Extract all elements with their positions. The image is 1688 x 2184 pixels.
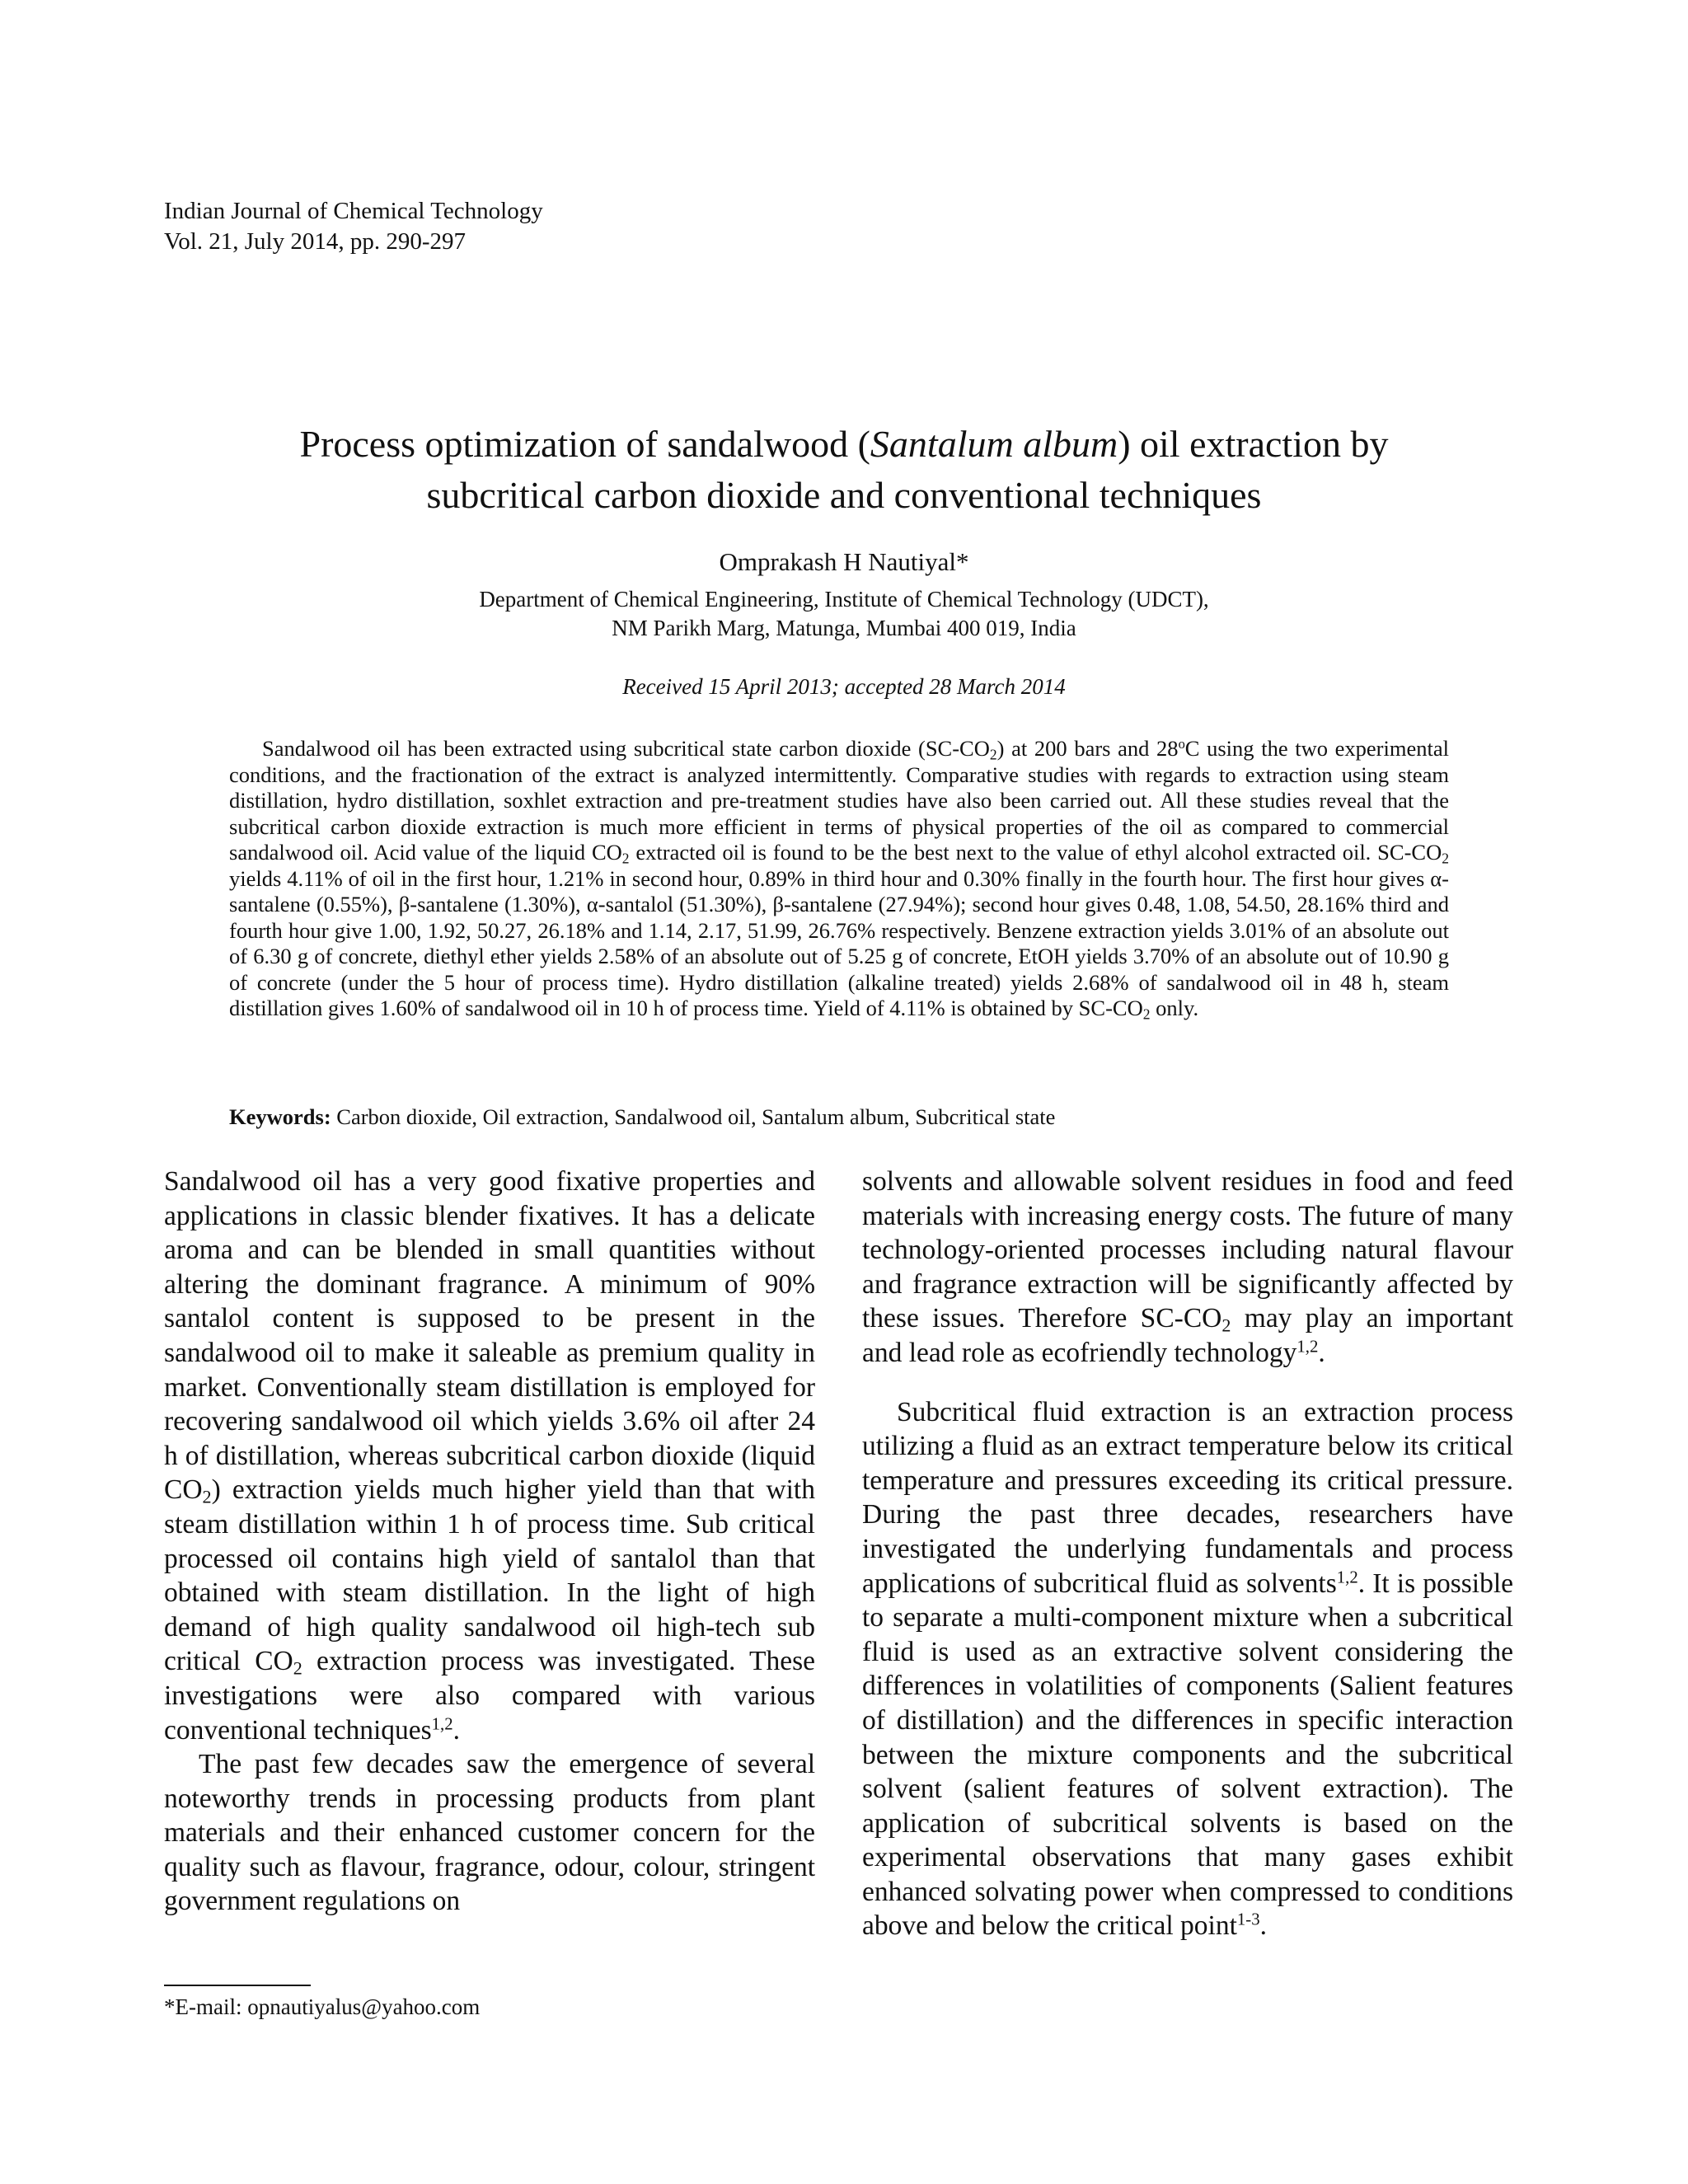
citation: 1,2 <box>1296 1337 1319 1357</box>
body-paragraph: Sandalwood oil has a very good fixative properties and applications in classic blender fixatives. It has a delicate aroma and can be blended in small quantities without altering the dominant fragrance. A minimum of 90% santalol content is supposed to be present in the sandalwood oil to make it saleable as premium quality in market. Conventionally steam distillation is employed for recovering sandalwood oil which yields 3.6% oil after 24 h of distillation, whereas subcritical carbon dioxide (liquid $CO_2$) extraction yields much higher yield than that with steam distillation within 1 h of process time. Sub critical processed oil contains high yield of santalol than that obtained with steam distillation. In the light of high demand of high quality sandalwood oil high-tech sub critical $CO_2$ extraction process was investigated. These investigations were also compared with various conventional techniques$^{1,2}$. <box>164 1166 815 1746</box>
body-paragraph: The past few decades saw the emergence of several noteworthy trends in processing products from plant materials and their enhanced customer concern for the quality such as flavour, fragrance, odour, colour, stringent government regulations on <box>164 1749 815 1917</box>
citation: 1,2 <box>1336 1568 1358 1587</box>
paper-title: Process optimization of sandalwood (Santalum album) oil extraction by subcritical carbon dioxide and conventional techniques <box>299 423 1389 516</box>
body-column-right <box>862 1165 1513 1943</box>
received-date: Received 15 April 2013; accepted 28 March 2014 <box>622 674 1066 699</box>
author: Omprakash H Nautiyal* <box>719 547 969 576</box>
journal-volume: Vol. 21, July 2014, pp. 290-297 <box>164 228 467 255</box>
citation: 1-3 <box>1236 1910 1260 1930</box>
footnote-rule <box>164 1985 311 1986</box>
footnote-email: *E-mail: opnautiyalus@yahoo.com <box>164 1994 481 2019</box>
journal-name: Indian Journal of Chemical Technology <box>164 198 543 224</box>
body-paragraph: solvents and allowable solvent residues in food and feed materials with increasing energy costs. The future of many technology-oriented processes including natural flavour and fragrance extraction will be significantly affected by these issues. Therefore $SC-CO_2$ may play an important and lead role as ecofriendly technology$^{1,2}$. <box>862 1166 1513 1368</box>
keywords: Keywords: Carbon dioxide, Oil extraction, Sandalwood oil, Santalum album, Subcritical state <box>229 1104 1056 1129</box>
abstract: Sandalwood oil has been extracted using subcritical state carbon dioxide $(SC-CO_2)$ at 200 bars and 28$^o$C using the two experimental conditions, and the fractionation of the extract is analyzed intermittently. Comparative studies with regards to extraction using steam distillation, hydro distillation, soxhlet extraction and pre-treatment studies have also been carried out. All these studies reveal that the subcritical carbon dioxide extraction is much more efficient in terms of physical properties of the oil as compared to commercial sandalwood oil. Acid value of the liquid $CO_2$ extracted oil is found to be the best next to the value of ethyl alcohol extracted oil. $SC-CO_2$ yields 4.11% of oil in the first hour, 1.21% in second hour, 0.89% in third hour and 0.30% finally in the fourth hour. The first hour gives α-santalene (0.55%), β-santalene (1.30%), α-santalol (51.30%), β-santalene (27.94%); second hour gives 0.48, 1.08, 54.50, 28.16% third and fourth hour give 1.00, 1.92, 50.27, 26.18% and 1.14, 2.17, 51.99, 26.76% respectively. Benzene extraction yields 3.01% of an absolute out of 6.30 g of concrete, diethyl ether yields 2.58% of an absolute out of 5.25 g of concrete, EtOH yields 3.70% of an absolute out of 10.90 g of concrete (under the 5 hour of process time). Hydro distillation (alkaline treated) yields 2.68% of sandalwood oil in 48 h, steam distillation gives 1.60% of sandalwood oil in 10 h of process time. Yield of 4.11% is obtained by $SC-CO_2$ only. <box>229 735 1449 1023</box>
body-paragraph: Subcritical fluid extraction is an extraction process utilizing a fluid as an extract temperature below its critical temperature and pressures exceeding its critical pressure. During the past three decades, researchers have investigated the underlying fundamentals and process applications of subcritical fluid as solvents$^{1,2}$. It is possible to separate a multi-component mixture when a subcritical fluid is used as an extractive solvent considering the differences in volatilities of components (Salient features of distillation) and the differences in specific interaction between the mixture components and the subcritical solvent (salient features of solvent extraction). The application of subcritical solvents is based on the experimental observations that many gases exhibit enhanced solvating power when compressed to conditions above and below the critical point$^{1-3}$. <box>862 1396 1513 1942</box>
citation: 1,2 <box>431 1714 453 1734</box>
title-species: Santalum album <box>870 423 1118 465</box>
journal-header <box>164 196 543 257</box>
affiliation: Department of Chemical Engineering, Institute of Chemical Technology (UDCT), NM Parikh Marg, Matunga, Mumbai 400 019, India <box>479 587 1209 640</box>
keywords-label: Keywords: <box>229 1104 331 1129</box>
body-column-left <box>164 1165 815 1919</box>
